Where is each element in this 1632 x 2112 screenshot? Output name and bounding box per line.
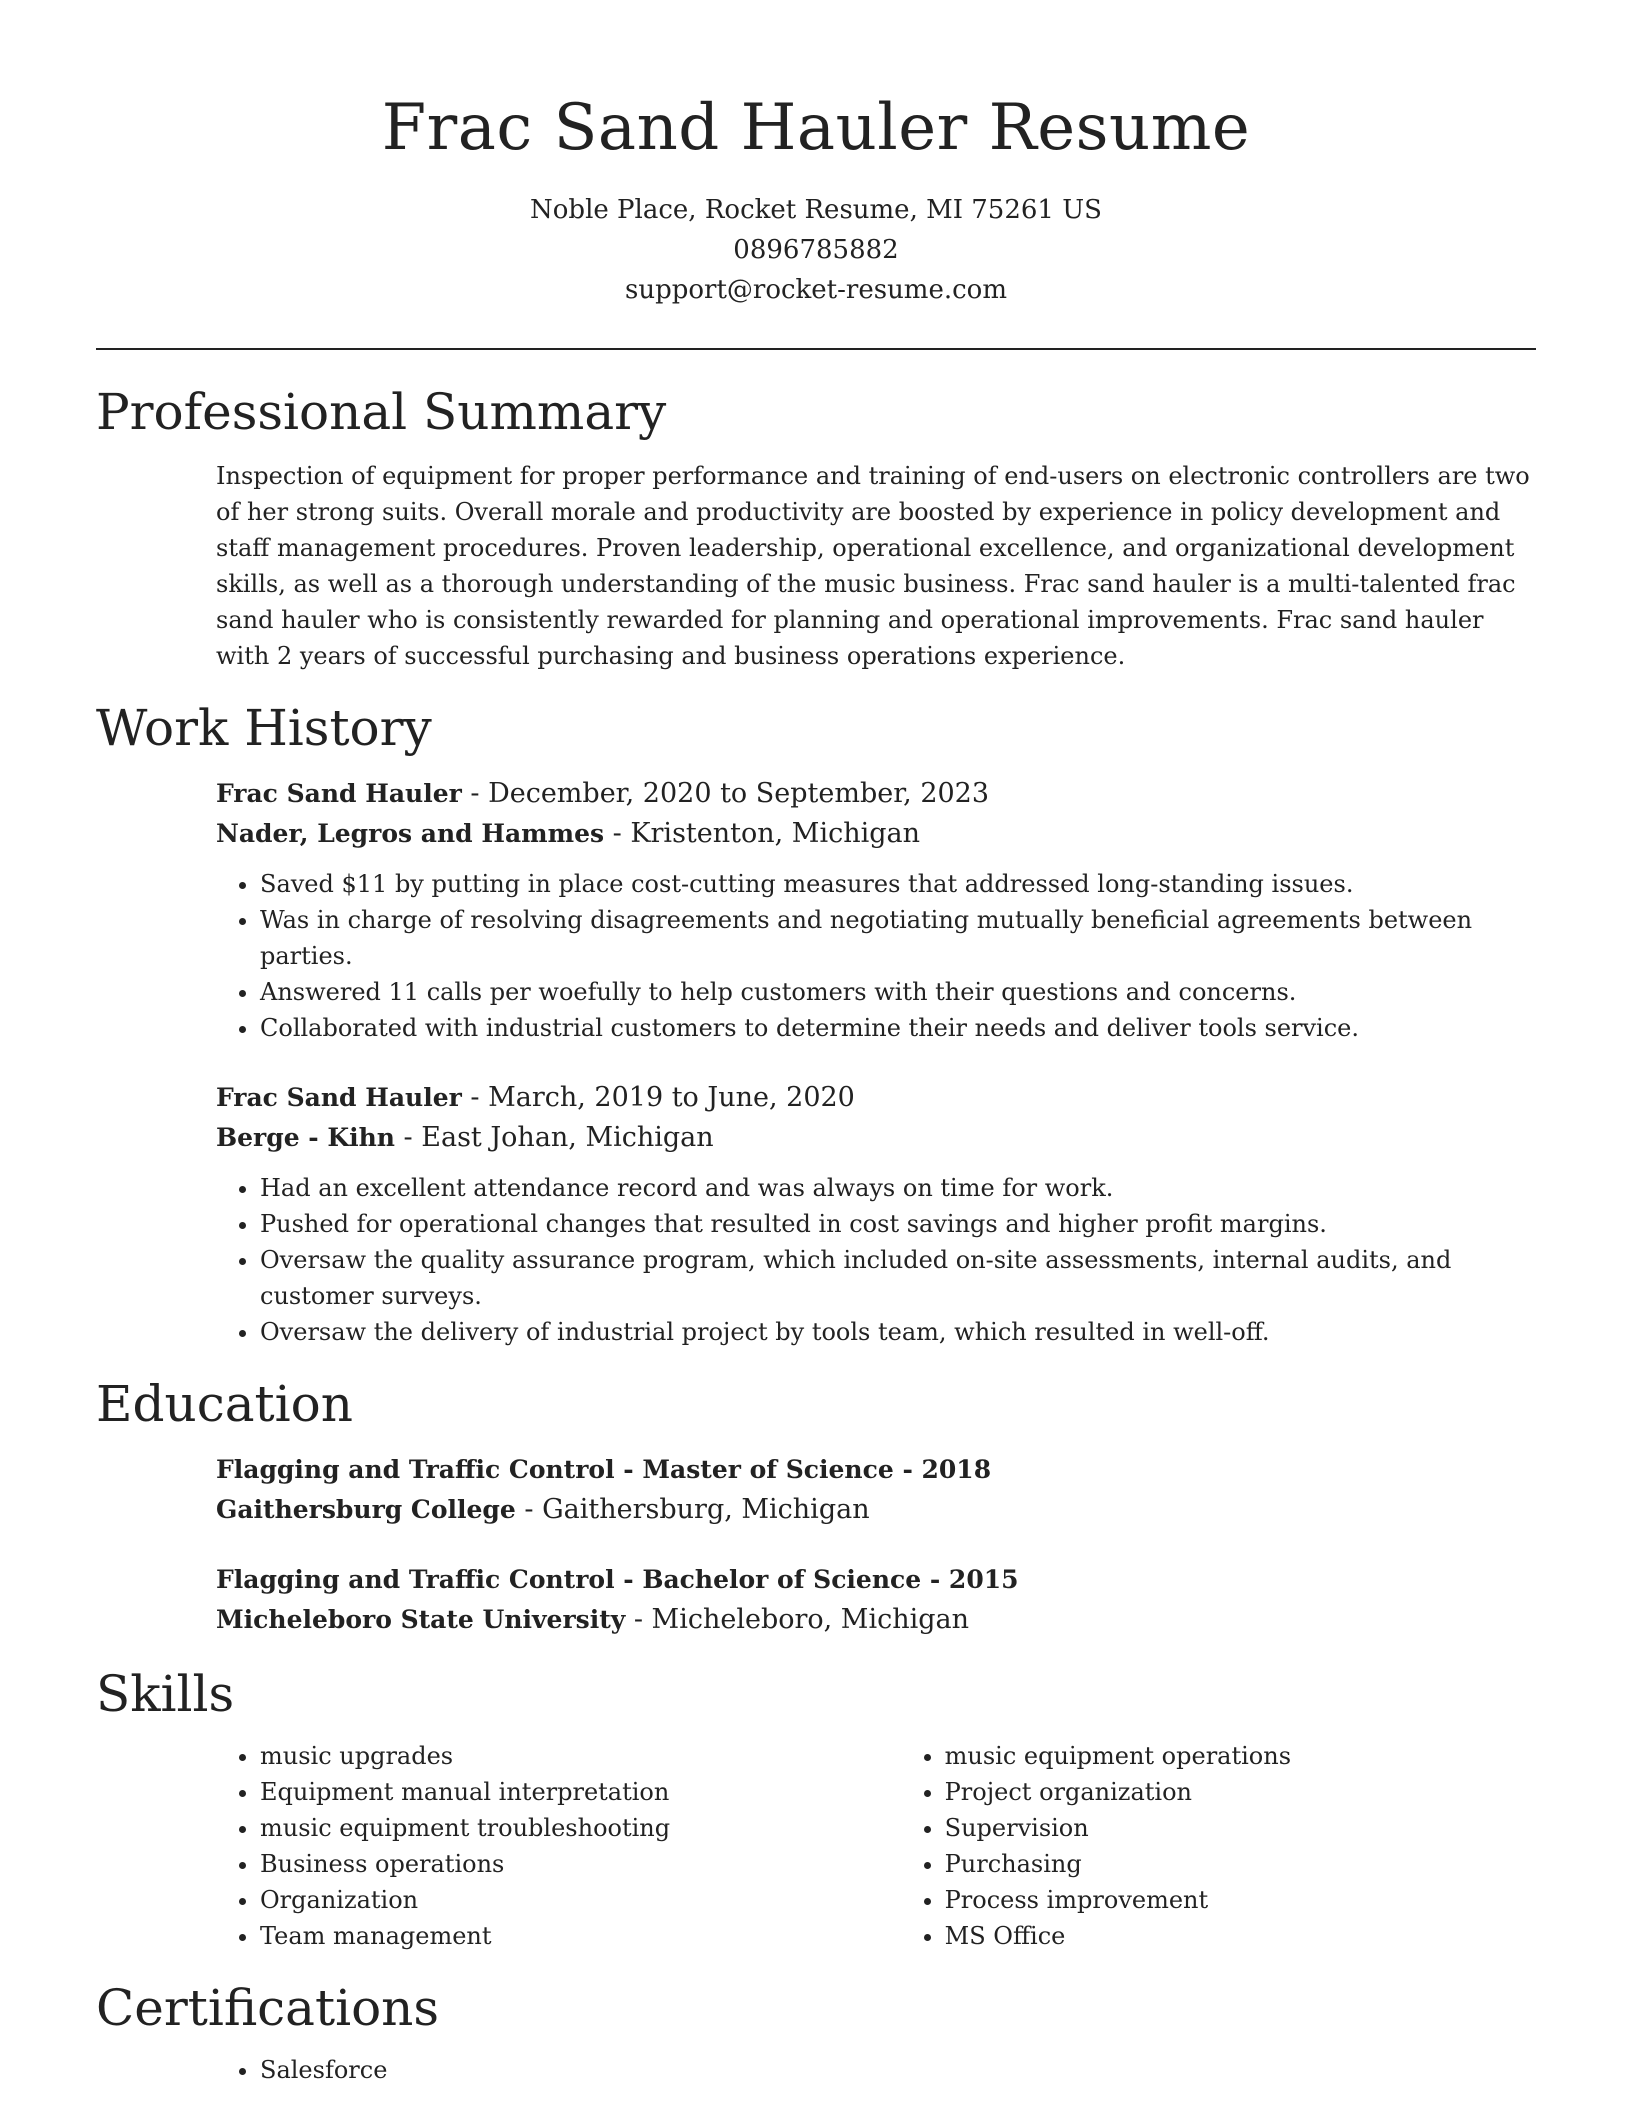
contact-block [96, 190, 1536, 310]
certifications-title: Certifications [96, 1979, 440, 2037]
education-section [96, 1372, 1536, 1640]
school-line [216, 1490, 1536, 1530]
contact-email: support@rocket-resume.com [624, 275, 1007, 305]
skill-item: • Team management [260, 1918, 901, 1954]
skill-item: • Project organization [945, 1774, 1536, 1810]
school-location: - Gaithersburg, Michigan [515, 1494, 870, 1525]
summary-section [96, 380, 1536, 674]
skills-column-right [901, 1738, 1536, 1954]
job-bullet: • Answered 11 calls per woefully to help customers with their questions and concerns. [260, 974, 1536, 1010]
contact-phone: 0896785882 [733, 235, 899, 265]
skill-item: • Organization [260, 1882, 901, 1918]
skills-section [96, 1662, 1536, 1954]
job-bullet: • Saved $11 by putting in place cost-cutting measures that addressed long-standing issues. [260, 866, 1536, 902]
skill-item: • music upgrades [260, 1738, 901, 1774]
job-title-line [216, 1078, 1536, 1118]
job-role: Frac Sand Hauler [216, 1083, 462, 1112]
job-dates: - December, 2020 to September, 2023 [461, 778, 990, 809]
skills-column-left [216, 1738, 901, 1954]
job-role: Frac Sand Hauler [216, 779, 462, 808]
job-company-line [216, 1118, 1536, 1158]
certifications-list [216, 2052, 1536, 2088]
job-bullets [216, 866, 1536, 1046]
skill-item: • Equipment manual interpretation [260, 1774, 901, 1810]
job-bullets [216, 1170, 1536, 1350]
job-bullet: • Oversaw the delivery of industrial project by tools team, which resulted in well-off. [260, 1314, 1536, 1350]
job-entry [216, 1078, 1536, 1350]
school-line [216, 1600, 1536, 1640]
contact-address: Noble Place, Rocket Resume, MI 75261 US [530, 195, 1102, 225]
skill-item: • Purchasing [945, 1846, 1536, 1882]
skill-item: • MS Office [945, 1918, 1536, 1954]
skill-item: • Business operations [260, 1846, 901, 1882]
summary-text: Inspection of equipment for proper performance and training of end-users on electronic controllers are two of her strong suits. Overall morale and productivity are boosted by experience in policy development and staff management procedures. Proven leadership, operational excellence, and organizational development skills, as well as a thorough understanding of the music business. Frac sand hauler is a multi-talented frac sand hauler who is consistently rewarded for planning and operational improvements. Frac sand hauler with 2 years of successful purchasing and business operations experience. [216, 462, 1530, 670]
job-title-line [216, 774, 1536, 814]
job-company-line [216, 814, 1536, 854]
job-bullet: • Oversaw the quality assurance program, which included on-site assessments, internal audits, and customer surveys. [260, 1242, 1536, 1314]
degree-line: Flagging and Traffic Control - Bachelor of Science - 2015 [216, 1565, 1019, 1594]
degree-line: Flagging and Traffic Control - Master of Science - 2018 [216, 1455, 992, 1484]
skill-item: • music equipment troubleshooting [260, 1810, 901, 1846]
resume-header [96, 0, 1536, 310]
skills-grid [216, 1738, 1536, 1954]
job-bullet: • Was in charge of resolving disagreements and negotiating mutually beneficial agreements between parties. [260, 902, 1536, 974]
education-entry [216, 1450, 1536, 1530]
job-location: - Kristenton, Michigan [604, 818, 920, 849]
school-name: Micheleboro State University [216, 1605, 626, 1634]
job-entry [216, 774, 1536, 1046]
job-company: Nader, Legros and Hammes [216, 819, 605, 848]
school-location: - Micheleboro, Michigan [625, 1604, 970, 1635]
work-history-title: Work History [96, 699, 432, 757]
skills-title: Skills [96, 1665, 235, 1723]
header-divider [96, 348, 1536, 350]
summary-title: Professional Summary [96, 383, 667, 441]
job-dates: - March, 2019 to June, 2020 [461, 1082, 855, 1113]
job-bullet: • Collaborated with industrial customers to determine their needs and deliver tools service. [260, 1010, 1536, 1046]
certifications-section [96, 1976, 1536, 2088]
skill-item: • music equipment operations [945, 1738, 1536, 1774]
education-title: Education [96, 1375, 353, 1433]
skill-item: • Process improvement [945, 1882, 1536, 1918]
school-name: Gaithersburg College [216, 1495, 516, 1524]
job-bullet: • Had an excellent attendance record and was always on time for work. [260, 1170, 1536, 1206]
work-history-section [96, 696, 1536, 1350]
job-location: - East Johan, Michigan [394, 1122, 714, 1153]
job-company: Berge - Kihn [216, 1123, 395, 1152]
skill-item: • Supervision [945, 1810, 1536, 1846]
job-bullet: • Pushed for operational changes that resulted in cost savings and higher profit margins. [260, 1206, 1536, 1242]
resume-title: Frac Sand Hauler Resume [381, 91, 1251, 165]
certification-item: • Salesforce [260, 2052, 1536, 2088]
education-entry [216, 1560, 1536, 1640]
